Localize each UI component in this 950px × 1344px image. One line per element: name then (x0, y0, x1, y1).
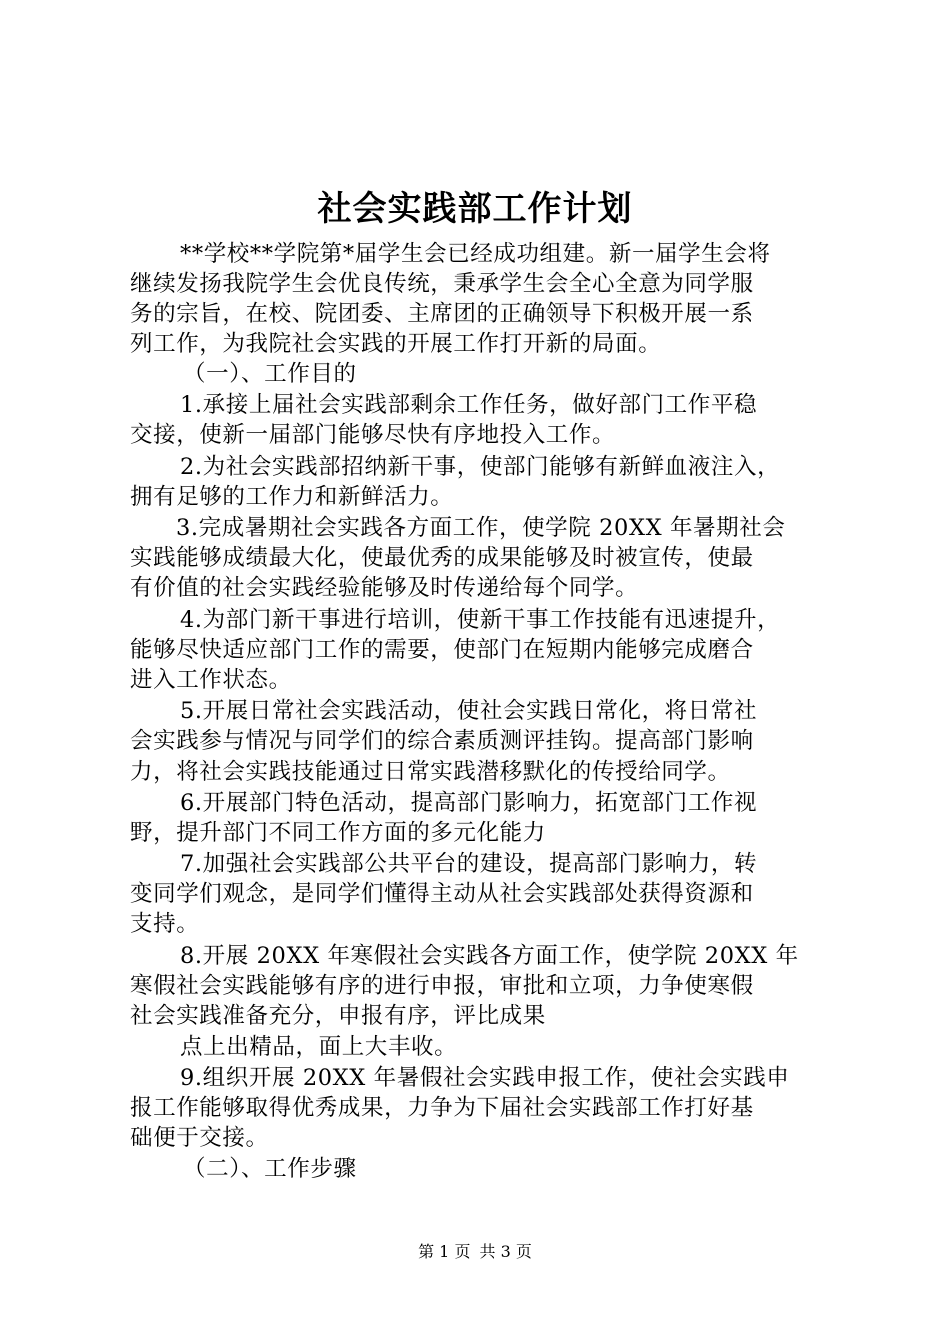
paragraph-line: 实践能够成绩最大化，使最优秀的成果能够及时被宣传，使最 (130, 545, 754, 571)
paragraph-line: 列工作，为我院社会实践的开展工作打开新的局面。 (130, 331, 662, 357)
paragraph-line: 有价值的社会实践经验能够及时传递给每个同学。 (130, 575, 639, 601)
paragraph-line: 拥有足够的工作力和新鲜活力。 (130, 484, 454, 510)
paragraph-line: 交接，使新一届部门能够尽快有序地投入工作。 (130, 422, 616, 448)
paragraph-line: 9.组织开展 20XX 年暑假社会实践申报工作，使社会实践申 (180, 1065, 790, 1091)
paragraph-line: 会实践参与情况与同学们的综合素质测评挂钩。提高部门影响 (130, 728, 754, 754)
section-heading: （二）、工作步骤 (183, 1156, 357, 1182)
paragraph-line: 8.开展 20XX 年寒假社会实践各方面工作，使学院 20XX 年 (180, 943, 799, 969)
paragraph-line: 务的宗旨，在校、院团委、主席团的正确领导下积极开展一系 (130, 301, 754, 327)
paragraph-line: 进入工作状态。 (130, 667, 292, 693)
page-footer (0, 1240, 950, 1264)
paragraph-line: 5.开展日常社会实践活动，使社会实践日常化，将日常社 (180, 698, 758, 724)
page-total: 共 3 页 (479, 1242, 532, 1261)
paragraph-line: 础便于交接。 (130, 1125, 269, 1151)
paragraph-line: 4.为部门新干事进行培训，使新干事工作技能有迅速提升， (180, 607, 781, 633)
document-title: 社会实践部工作计划 (317, 189, 633, 229)
page-number: 第 1 页 (418, 1242, 471, 1261)
paragraph-line: 7.加强社会实践部公共平台的建设，提高部门影响力，转 (180, 851, 758, 877)
paragraph-line: 2.为社会实践部招纳新干事，使部门能够有新鲜血液注入， (180, 454, 781, 480)
paragraph-line: 1.承接上届社会实践部剩余工作任务，做好部门工作平稳 (180, 392, 758, 418)
paragraph-line: 报工作能够取得优秀成果，力争为下届社会实践部工作打好基 (130, 1095, 754, 1121)
paragraph-line: 力，将社会实践技能通过日常实践潜移默化的传授给同学。 (130, 759, 731, 785)
paragraph-line: 3.完成暑期社会实践各方面工作，使学院 20XX 年暑期社会 (176, 515, 786, 541)
paragraph-line: 变同学们观念，是同学们懂得主动从社会实践部处获得资源和 (130, 881, 754, 907)
paragraph-line: **学校**学院第*届学生会已经成功组建。新一届学生会将 (180, 241, 771, 267)
paragraph-line: 能够尽快适应部门工作的需要，使部门在短期内能够完成磨合 (130, 637, 754, 663)
section-heading: （一）、工作目的 (183, 361, 357, 387)
paragraph-line: 6.开展部门特色活动，提高部门影响力，拓宽部门工作视 (180, 790, 758, 816)
paragraph-line: 寒假社会实践能够有序的进行申报，审批和立项，力争使寒假 (130, 973, 754, 999)
paragraph-line: 支持。 (130, 911, 200, 937)
paragraph-line: 社会实践准备充分，申报有序，评比成果 (130, 1003, 546, 1029)
paragraph-line: 点上出精品，面上大丰收。 (180, 1034, 458, 1060)
paragraph-line: 继续发扬我院学生会优良传统，秉承学生会全心全意为同学服 (130, 271, 754, 297)
paragraph-line: 野，提升部门不同工作方面的多元化能力 (130, 820, 546, 846)
